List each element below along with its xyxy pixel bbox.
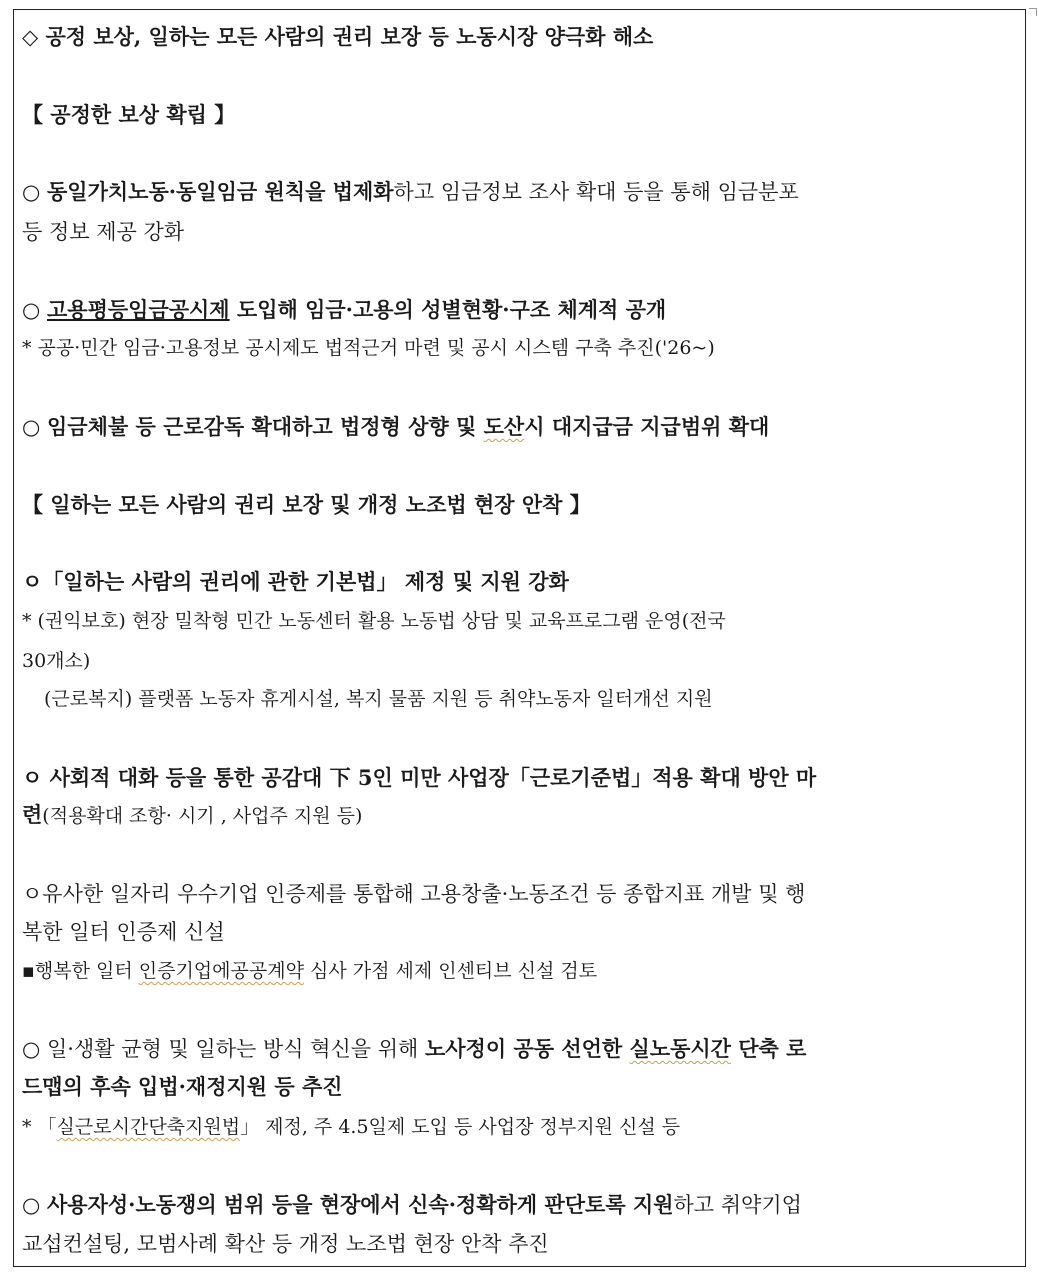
bullet: ○	[22, 415, 41, 439]
wh-note-b: 실근로시간단축지원법	[56, 1116, 241, 1138]
pay-disclosure-note: * 공공·민간 임금·고용정보 공시제도 법적근거 마련 및 공시 시스템 구축 추진('26~)	[22, 337, 715, 359]
employer-scope-rest: 하고 취약기업	[673, 1193, 802, 1217]
working-hours-line2: 드맵의 후속 입법·재정지원 등 추진	[22, 1074, 343, 1099]
item-equal-pay-rest: 하고 임금정보 조사 확대 등을 통해 임금분포	[393, 180, 799, 204]
small-business-line2	[22, 800, 1017, 830]
basic-law-note1: * (권익보호) 현장 밀착형 민간 노동센터 활용 노동법 상담 및 교육프로그램 운영(전국	[22, 610, 726, 632]
item-employer-scope	[22, 1190, 1017, 1220]
small-business-end: 련	[22, 802, 43, 827]
pay-disclosure-system: 고용평등임금공시제	[47, 297, 230, 322]
item-pay-disclosure	[22, 295, 1017, 325]
cert-note-c: 심사 가점 세제 인센티브 신설 검토	[303, 960, 598, 982]
wage-arrears-a: 임금체불 등 근로감독 확대하고 법정형 상향 및	[47, 414, 484, 439]
cert-note-b: 인증기업에공공계약	[138, 960, 304, 982]
item-basic-law: ㅇ「일하는 사람의 권리에 관한 기본법」 제정 및 지원 강화	[22, 569, 569, 594]
employer-scope-bold: 사용자성·노동쟁의 범위 등을 현장에서 신속·정확하게 판단토록 지원	[47, 1192, 674, 1217]
item-certification: ㅇ유사한 일자리 우수기업 인증제를 통합해 고용창출·노동조건 등 종합지표 개발 및 행	[22, 882, 806, 906]
wage-arrears-b: 도산	[483, 414, 525, 439]
item-working-hours	[22, 1034, 1017, 1064]
item-small-business: ㅇ 사회적 대화 등을 통한 공감대 下 5인 미만 사업장「근로기준법」적용 확대 방안 마	[22, 765, 817, 790]
item-equal-pay	[22, 177, 1017, 207]
working-hours-plain: ○ 일·생활 균형 및 일하는 방식 혁신을 위해	[22, 1037, 425, 1061]
working-hours-c: 단축 로	[730, 1036, 807, 1061]
working-hours-note	[22, 1112, 1017, 1142]
bullet: ○	[22, 1193, 41, 1217]
item-equal-pay-line2: 등 정보 제공 강화	[22, 220, 185, 244]
employer-scope-line2: 교섭컨설팅, 모범사례 확산 등 개정 노조법 현장 안착 추진	[22, 1232, 549, 1256]
working-hours-b: 실노동시간	[629, 1036, 731, 1061]
certification-line2: 복한 일터 인증제 신설	[22, 920, 225, 944]
wage-arrears-c: 시 대지급금 지급범위 확대	[524, 414, 770, 439]
section-title-fair-compensation: 【 공정한 보상 확립 】	[22, 102, 236, 127]
cert-note-a: 행복한 일터	[34, 960, 139, 982]
cropped-next-text	[0, 1268, 1039, 1280]
basic-law-note2: (근로복지) 플랫폼 노동자 휴게시설, 복지 물품 지원 등 취약노동자 일터개선 지원	[44, 688, 713, 710]
main-heading: ◇ 공정 보상, 일하는 모든 사람의 권리 보장 등 노동시장 양극화 해소	[22, 24, 654, 49]
page-corner-mark	[1029, 8, 1037, 16]
wh-note-a: * 「	[22, 1116, 57, 1138]
working-hours-a: 노사정이 공동 선언한	[424, 1036, 630, 1061]
item-wage-arrears	[22, 412, 1017, 442]
basic-law-note1b: 30개소)	[22, 650, 91, 672]
section-title-worker-rights: 【 일하는 모든 사람의 권리 보장 및 개정 노조법 현장 안착 】	[22, 492, 591, 517]
bullet: ○	[22, 298, 41, 322]
item-equal-pay-bold: 동일가치노동·동일임금 원칙을 법제화	[47, 179, 394, 204]
small-business-detail: (적용확대 조항· 시기 , 사업주 지원 등)	[42, 805, 363, 827]
pay-disclosure-rest: 도입해 임금·고용의 성별현황·구조 체계적 공개	[229, 297, 667, 322]
wh-note-c: 」 제정, 주 4.5일제 도입 등 사업장 정부지원 신설 등	[240, 1116, 681, 1138]
bullet: ○	[22, 180, 41, 204]
certification-note	[22, 956, 1017, 986]
square-bullet: ▪	[22, 960, 35, 982]
